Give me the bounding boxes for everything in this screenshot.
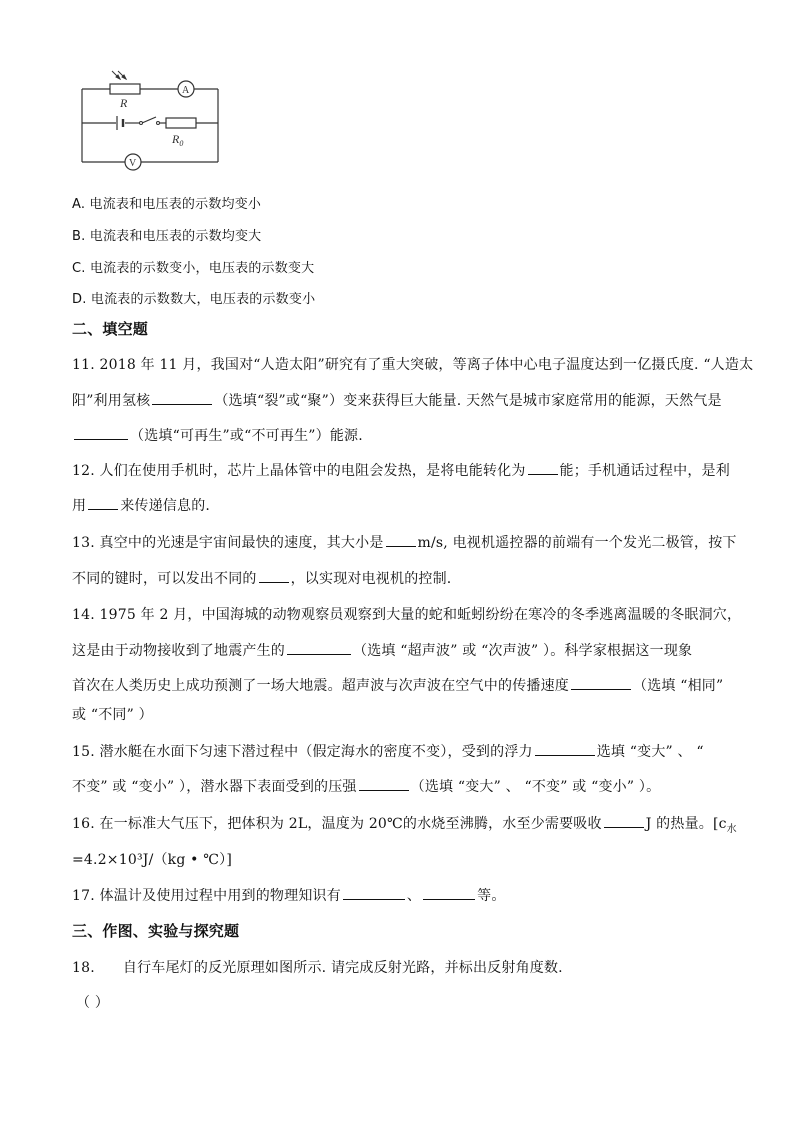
q14-text: （选填 “超声波” 或 “次声波” ）。科学家根据这一现象 <box>353 643 693 659</box>
label-R0: $R_0$ <box>172 132 184 148</box>
q15-text: （选填 “变大” 、 “不变” 或 “变小” ）。 <box>410 779 661 795</box>
q15-text: 选填 “变大” 、 “ <box>596 744 704 760</box>
section-title-fill-in: 二、填空题 <box>72 320 149 338</box>
q11-text: 阳”利用氢核 <box>72 393 151 409</box>
q12-blank-1[interactable] <box>528 473 558 475</box>
option-d: D. 电流表的示数数大，电压表的示数变小 <box>72 292 316 307</box>
switch-contact <box>140 122 143 125</box>
option-c: C. 电流表的示数变小，电压表的示数变大 <box>72 261 315 276</box>
q13-blank-2[interactable] <box>259 581 289 583</box>
q14-line2 <box>72 640 692 660</box>
q17-blank-1[interactable] <box>343 898 405 900</box>
q15-blank-1[interactable] <box>535 754 595 756</box>
q14-blank-2[interactable] <box>571 688 631 690</box>
q14-text: 首次在人类历史上成功预测了一场大地震。超声波与次声波在空气中的传播速度 <box>72 678 569 694</box>
section-title-drawing: 三、作图、实验与探究题 <box>72 922 240 940</box>
q14-blank-1[interactable] <box>287 653 351 655</box>
resistor-R0 <box>166 118 196 128</box>
q14-text: （选填 “相同” <box>633 678 724 694</box>
q16-text: 16. 在一标准大气压下，把体积为 2L，温度为 20℃的水烧至沸腾，水至少需要吸收 <box>72 816 602 832</box>
switch-contact <box>157 122 160 125</box>
option-a: A. 电流表和电压表的示数均变小 <box>72 197 262 212</box>
q15-blank-2[interactable] <box>359 789 409 791</box>
q13-text: 不同的键时，可以发出不同的 <box>72 571 257 587</box>
q16-line1 <box>72 813 737 835</box>
q12-line2 <box>72 495 210 515</box>
q11-line3 <box>72 425 363 445</box>
q13-line2 <box>72 568 451 588</box>
q16-text: J 的热量。[c <box>645 816 727 832</box>
label-A: A <box>182 85 190 96</box>
q15-line1 <box>72 741 704 761</box>
q12-text: 来传递信息的. <box>120 498 211 514</box>
q11-line1: 11. 2018 年 11 月，我国对“人造太阳”研究有了重大突破，等离子体中心电子温度达到一亿摄氏度. “人造太 <box>72 357 754 373</box>
label-V: V <box>129 158 137 169</box>
q14-line1: 14. 1975 年 2 月，中国海城的动物观察员观察到大量的蛇和蚯蚓纷纷在寒冷的冬季逃离温暖的冬眠洞穴， <box>72 607 742 623</box>
q13-line1 <box>72 532 737 552</box>
q14-line3 <box>72 675 723 695</box>
q12-line1 <box>72 460 730 480</box>
q16-subscript: 水 <box>726 823 737 835</box>
q17-text: 17. 体温计及使用过程中用到的物理知识有 <box>72 888 341 904</box>
q17-text: 、 <box>406 888 422 904</box>
battery-icon <box>117 116 123 130</box>
q17-blank-2[interactable] <box>423 898 475 900</box>
q11-blank-1[interactable] <box>152 403 212 405</box>
q15-text: 15. 潜水艇在水面下匀速下潜过程中（假定海水的密度不变），受到的浮力 <box>72 744 533 760</box>
circuit-diagram <box>70 66 230 172</box>
q14-line4: 或 “不同” ） <box>72 707 153 723</box>
light-arrows-icon <box>112 71 126 79</box>
q11-text: （选填“可再生”或“不可再生”）能源. <box>130 428 363 444</box>
q11-blank-2[interactable] <box>74 438 128 440</box>
q17-line1 <box>72 885 506 905</box>
q17-text: 等。 <box>477 888 506 904</box>
q16-line2: =4.2×10³J/（kg • ℃）] <box>72 852 233 868</box>
q18-line1 <box>72 957 563 977</box>
photoresistor <box>110 84 140 94</box>
q11-text: （选填“裂”或“聚”）变来获得巨大能量. 天然气是城市家庭常用的能源，天然气是 <box>214 393 722 409</box>
option-b: B. 电流表和电压表的示数均变大 <box>72 229 262 244</box>
q13-text: 13. 真空中的光速是宇宙间最快的速度，其大小是 <box>72 535 384 551</box>
q11-line2 <box>72 390 722 410</box>
q12-text: 能；手机通话过程中，是利 <box>559 463 730 479</box>
q15-text: 不变” 或 “变小” ），潜水器下表面受到的压强 <box>72 779 357 795</box>
q12-text: 用 <box>72 498 87 514</box>
q13-text: ，以实现对电视机的控制. <box>290 571 452 587</box>
label-R: R <box>120 96 128 110</box>
q16-blank-1[interactable] <box>604 826 644 828</box>
q18-number: 18. <box>72 960 95 976</box>
q15-line2 <box>72 776 660 796</box>
q18-text: 自行车尾灯的反光原理如图所示. 请完成反射光路，并标出反射角度数. <box>122 960 563 976</box>
q12-text: 12. 人们在使用手机时，芯片上晶体管中的电阻会发热，是将电能转化为 <box>72 463 526 479</box>
q18-answer-parentheses[interactable]: （ ） <box>76 995 110 1011</box>
q13-text: m/s, 电视机遥控器的前端有一个发光二极管，按下 <box>417 535 737 551</box>
q14-text: 这是由于动物接收到了地震产生的 <box>72 643 285 659</box>
q13-blank-1[interactable] <box>386 545 416 547</box>
q12-blank-2[interactable] <box>88 508 118 510</box>
